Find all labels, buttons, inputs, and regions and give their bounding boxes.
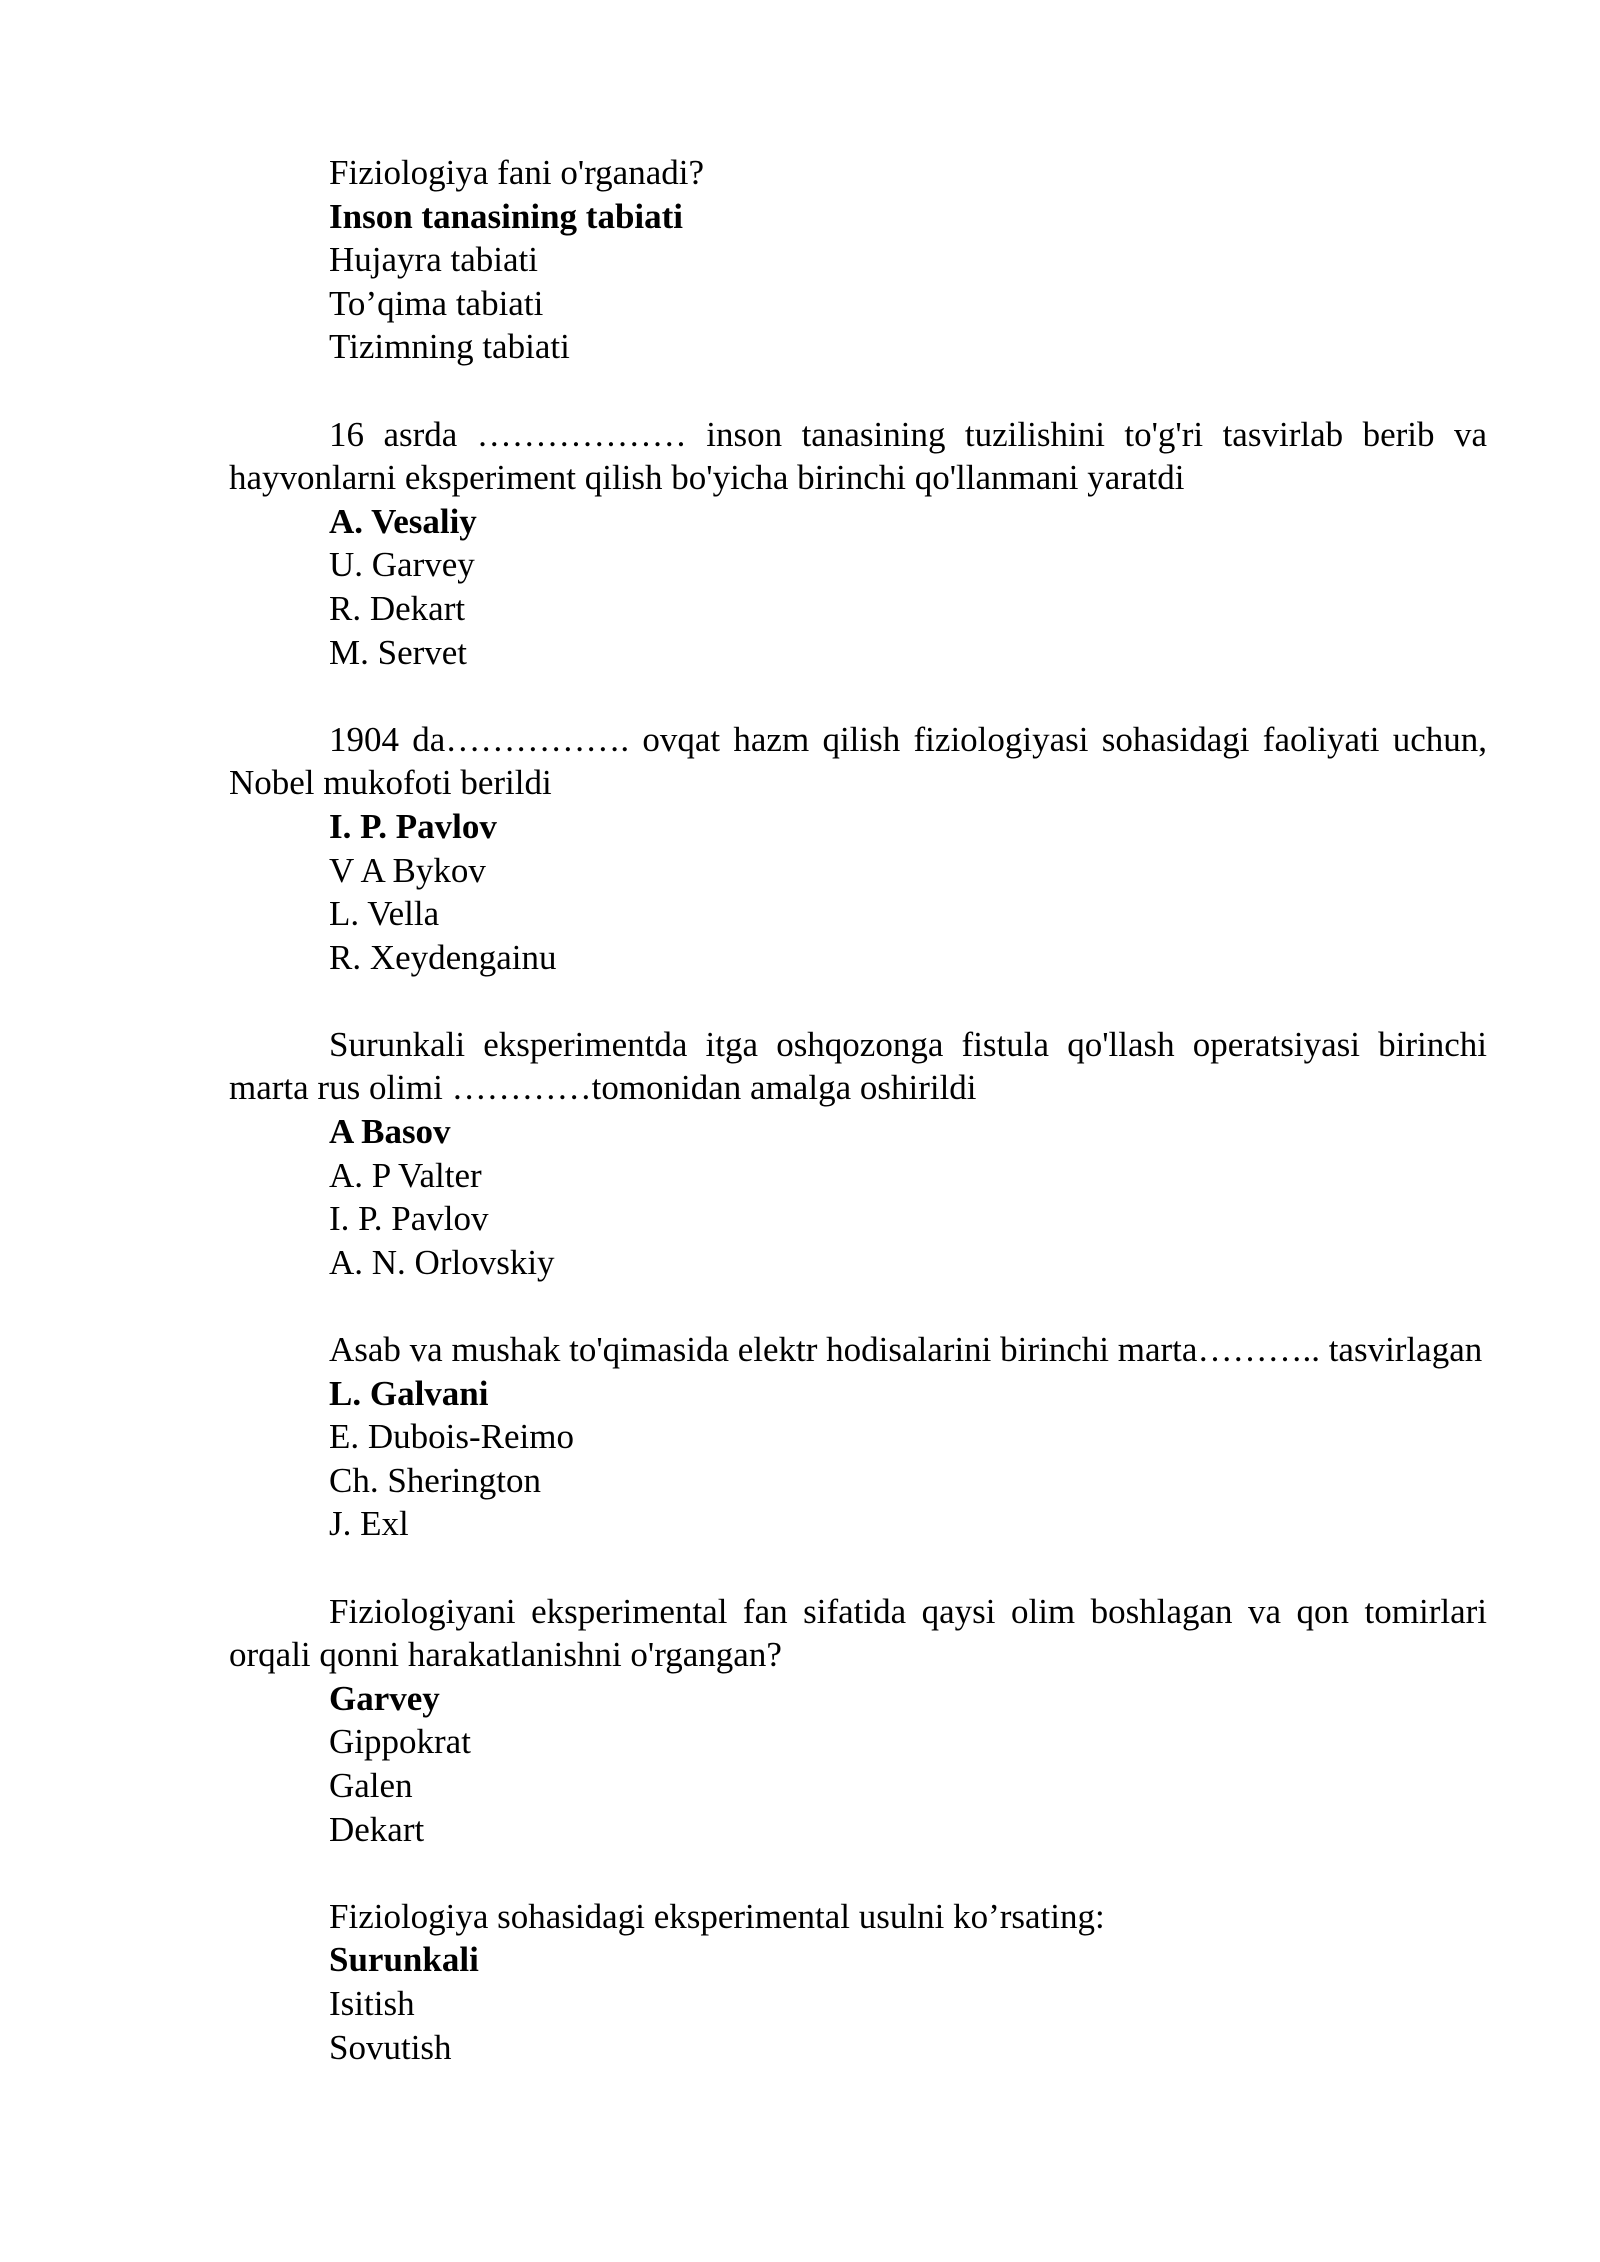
answer-option: To’qima tabiati [329, 283, 544, 323]
quiz-content [229, 151, 1487, 2113]
correct-answer: Garvey [329, 1678, 440, 1718]
answer-option: M. Servet [329, 632, 468, 672]
answer-option: Ch. Sherington [329, 1460, 541, 1500]
question-block [229, 1895, 1487, 2069]
answer-option: Gippokrat [329, 1722, 471, 1762]
answer-option: R. Xeydengainu [329, 937, 557, 977]
question-text: Fiziologiya fani o'rganadi? [329, 153, 705, 192]
question-text: Asab va mushak to'qimasida elektr hodisalarini birinchi marta……….. tasvirlagan [329, 1330, 1483, 1370]
answer-option: Dekart [329, 1809, 425, 1849]
answer-option: J. Exl [329, 1504, 409, 1544]
question-text: Surunkali eksperimentda itga oshqozonga fistula qo'llash operatsiyasi birinchi marta rus olimi …………tomonidan amalga oshirildi [229, 1024, 1487, 1108]
question-text: 1904 da……………. ovqat hazm qilish fiziologiyasi sohasidagi faoliyati uchun, Nobel mukofoti berildi [229, 719, 1487, 803]
question-block [229, 1023, 1487, 1285]
answer-option: L. Vella [329, 894, 440, 934]
question-block [229, 718, 1487, 980]
answer-option: Sovutish [329, 2027, 452, 2067]
question-text: 16 asrda ……………… inson tanasining tuzilishini to'g'ri tasvirlab berib va hayvonlarni eksperiment qilish bo'yicha birinchi qo'llanmani yaratdi [229, 414, 1487, 498]
answer-option: R. Dekart [329, 588, 466, 628]
answer-option: E. Dubois-Reimo [329, 1417, 574, 1457]
correct-answer: Surunkali [329, 1940, 479, 1980]
answer-option: A. N. Orlovskiy [329, 1242, 555, 1282]
answer-option: Galen [329, 1765, 413, 1805]
correct-answer: A Basov [329, 1112, 451, 1152]
question-text: Fiziologiya sohasidagi eksperimental usulni ko’rsating: [329, 1896, 1105, 1936]
answer-option: Tizimning tabiati [329, 327, 570, 367]
answer-option: U. Garvey [329, 545, 475, 585]
correct-answer: L. Galvani [329, 1373, 489, 1413]
correct-answer: I. P. Pavlov [329, 806, 497, 846]
question-block [229, 1328, 1487, 1546]
question-text: Fiziologiyani eksperimental fan sifatida qaysi olim boshlagan va qon tomirlari orqali qonni harakatlanishni o'rgangan? [229, 1591, 1487, 1675]
answer-option: Hujayra tabiati [329, 240, 538, 280]
correct-answer: A. Vesaliy [329, 501, 477, 541]
question-block [229, 413, 1487, 675]
answer-option: I. P. Pavlov [329, 1199, 489, 1239]
correct-answer: Inson tanasining tabiati [329, 196, 684, 236]
answer-option: Isitish [329, 1983, 415, 2023]
answer-option: A. P Valter [329, 1155, 482, 1195]
question-block [229, 1590, 1487, 1852]
answer-option: V A Bykov [329, 850, 486, 890]
question-block [229, 151, 1487, 369]
